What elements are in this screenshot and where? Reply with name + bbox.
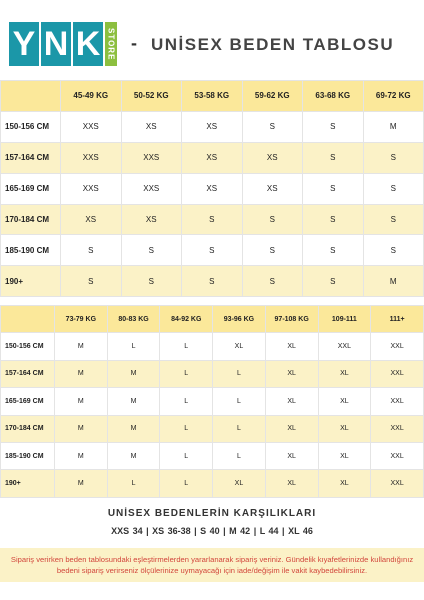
equivalents-title: UNİSEX BEDENLERİN KARŞILIKLARI	[107, 508, 317, 519]
table-cell: XL	[265, 333, 318, 360]
table-cell: XXS	[61, 111, 122, 142]
logo-letter-n: N	[41, 22, 71, 66]
table-cell: S	[303, 204, 364, 235]
size-table-1	[0, 80, 424, 297]
table-cell: L	[213, 415, 266, 442]
table2-col-header: 80-83 KG	[107, 306, 160, 333]
table-cell: M	[55, 415, 108, 442]
table-row	[1, 111, 424, 142]
table-cell: XXL	[318, 333, 371, 360]
table-cell: XXS	[121, 173, 182, 204]
table-row	[1, 470, 424, 497]
table-cell: S	[303, 142, 364, 173]
table-cell: XS	[61, 204, 122, 235]
table-row	[1, 142, 424, 173]
table-cell: XL	[318, 470, 371, 497]
table-cell: S	[61, 235, 122, 266]
table-cell: S	[182, 266, 243, 297]
table-cell: L	[160, 442, 213, 469]
table-cell: S	[121, 266, 182, 297]
table-cell: XXL	[371, 360, 424, 387]
table-cell: S	[242, 111, 303, 142]
table-cell: XXS	[61, 173, 122, 204]
table-cell: S	[303, 173, 364, 204]
row-label: 150-156 CM	[1, 111, 61, 142]
row-label: 190+	[1, 470, 55, 497]
logo-letter-k: K	[73, 22, 103, 66]
table2-col-header: 73-79 KG	[55, 306, 108, 333]
table2-col-header: 84-92 KG	[160, 306, 213, 333]
table1-corner	[1, 81, 61, 112]
table-cell: S	[242, 235, 303, 266]
table-cell: M	[55, 442, 108, 469]
table-cell: S	[363, 173, 424, 204]
table-cell: XXL	[371, 415, 424, 442]
table-cell: S	[363, 235, 424, 266]
table-cell: XL	[213, 470, 266, 497]
table-cell: M	[55, 388, 108, 415]
table-cell: L	[160, 388, 213, 415]
table-row	[1, 360, 424, 387]
table-row	[1, 415, 424, 442]
table-cell: XS	[242, 142, 303, 173]
title-dash: -	[131, 33, 137, 53]
table-row	[1, 204, 424, 235]
page-header	[0, 0, 424, 80]
equivalents-list: XXS 34 | XS 36-38 | S 40 | M 42 | L 44 | XL 46	[111, 526, 313, 536]
table-cell: XL	[265, 442, 318, 469]
table1-col-header: 50-52 KG	[121, 81, 182, 112]
table-row	[1, 333, 424, 360]
row-label: 157-164 CM	[1, 360, 55, 387]
table-cell: S	[303, 266, 364, 297]
row-label: 185-190 CM	[1, 235, 61, 266]
row-label: 157-164 CM	[1, 142, 61, 173]
table-cell: S	[363, 204, 424, 235]
table-cell: M	[107, 360, 160, 387]
table-cell: XXL	[371, 388, 424, 415]
table-cell: XL	[213, 333, 266, 360]
table-cell: L	[213, 388, 266, 415]
table1-col-header: 59-62 KG	[242, 81, 303, 112]
table-cell: M	[55, 360, 108, 387]
table-cell: XL	[265, 415, 318, 442]
row-label: 190+	[1, 266, 61, 297]
table-cell: L	[160, 360, 213, 387]
table-row	[1, 173, 424, 204]
table-cell: XXS	[121, 142, 182, 173]
table-cell: XL	[318, 388, 371, 415]
table1-header-row	[1, 81, 424, 112]
table-cell: XXL	[371, 470, 424, 497]
table-row	[1, 442, 424, 469]
table1-col-header: 69-72 KG	[363, 81, 424, 112]
table-cell: XS	[182, 111, 243, 142]
table-cell: XS	[121, 204, 182, 235]
table-row	[1, 235, 424, 266]
table-cell: S	[303, 111, 364, 142]
table-cell: XXS	[61, 142, 122, 173]
table2-col-header: 93-96 KG	[213, 306, 266, 333]
table-cell: XS	[182, 173, 243, 204]
table-cell: XL	[318, 442, 371, 469]
table-cell: M	[363, 111, 424, 142]
table-cell: XL	[265, 470, 318, 497]
table-cell: L	[213, 360, 266, 387]
table-cell: S	[242, 204, 303, 235]
table-cell: S	[121, 235, 182, 266]
table-cell: L	[160, 470, 213, 497]
table-cell: S	[363, 142, 424, 173]
table-cell: XL	[265, 388, 318, 415]
table2-col-header: 97-108 KG	[265, 306, 318, 333]
table-cell: M	[363, 266, 424, 297]
table-cell: M	[107, 388, 160, 415]
logo-letter-y: Y	[9, 22, 39, 66]
table-row	[1, 388, 424, 415]
table-cell: M	[107, 415, 160, 442]
table-cell: S	[303, 235, 364, 266]
table-cell: XL	[265, 360, 318, 387]
table-cell: L	[107, 333, 160, 360]
row-label: 170-184 CM	[1, 415, 55, 442]
notice-text: Sipariş verirken beden tablosundaki eşleştirmelerden yararlanarak sipariş veriniz. Gündelik kıyafetlerinizde kullandığınız bedeni sipariş verirseniz ölçülerinize uymayacağı için iade/değişim ile vakit kaybedebilirsiniz.	[10, 555, 414, 575]
table-cell: XL	[318, 360, 371, 387]
table-cell: M	[55, 333, 108, 360]
row-label: 165-169 CM	[1, 173, 61, 204]
table-cell: S	[242, 266, 303, 297]
table1-col-header: 45-49 KG	[61, 81, 122, 112]
table-row	[1, 266, 424, 297]
notice-banner	[0, 548, 424, 582]
table-cell: XXL	[371, 442, 424, 469]
size-table-2	[0, 305, 424, 498]
table-cell: XS	[242, 173, 303, 204]
table-cell: XS	[182, 142, 243, 173]
row-label: 185-190 CM	[1, 442, 55, 469]
ynk-store-logo	[9, 22, 117, 66]
table2-corner	[1, 306, 55, 333]
table2-col-header: 111+	[371, 306, 424, 333]
row-label: 150-156 CM	[1, 333, 55, 360]
table-cell: L	[160, 333, 213, 360]
table1-col-header: 53-58 KG	[182, 81, 243, 112]
table-cell: M	[107, 442, 160, 469]
table-cell: XXL	[371, 333, 424, 360]
table1-col-header: 63-68 KG	[303, 81, 364, 112]
logo-store-tag: STORE	[105, 22, 117, 66]
table-cell: L	[107, 470, 160, 497]
table2-header-row	[1, 306, 424, 333]
table-cell: S	[182, 235, 243, 266]
row-label: 165-169 CM	[1, 388, 55, 415]
table-cell: S	[61, 266, 122, 297]
table-cell: L	[213, 442, 266, 469]
table-cell: M	[55, 470, 108, 497]
table-cell: XS	[121, 111, 182, 142]
table-cell: XL	[318, 415, 371, 442]
table-cell: S	[182, 204, 243, 235]
page-title: UNİSEX BEDEN TABLOSU	[151, 35, 395, 54]
table-cell: L	[160, 415, 213, 442]
table2-col-header: 109-111	[318, 306, 371, 333]
row-label: 170-184 CM	[1, 204, 61, 235]
